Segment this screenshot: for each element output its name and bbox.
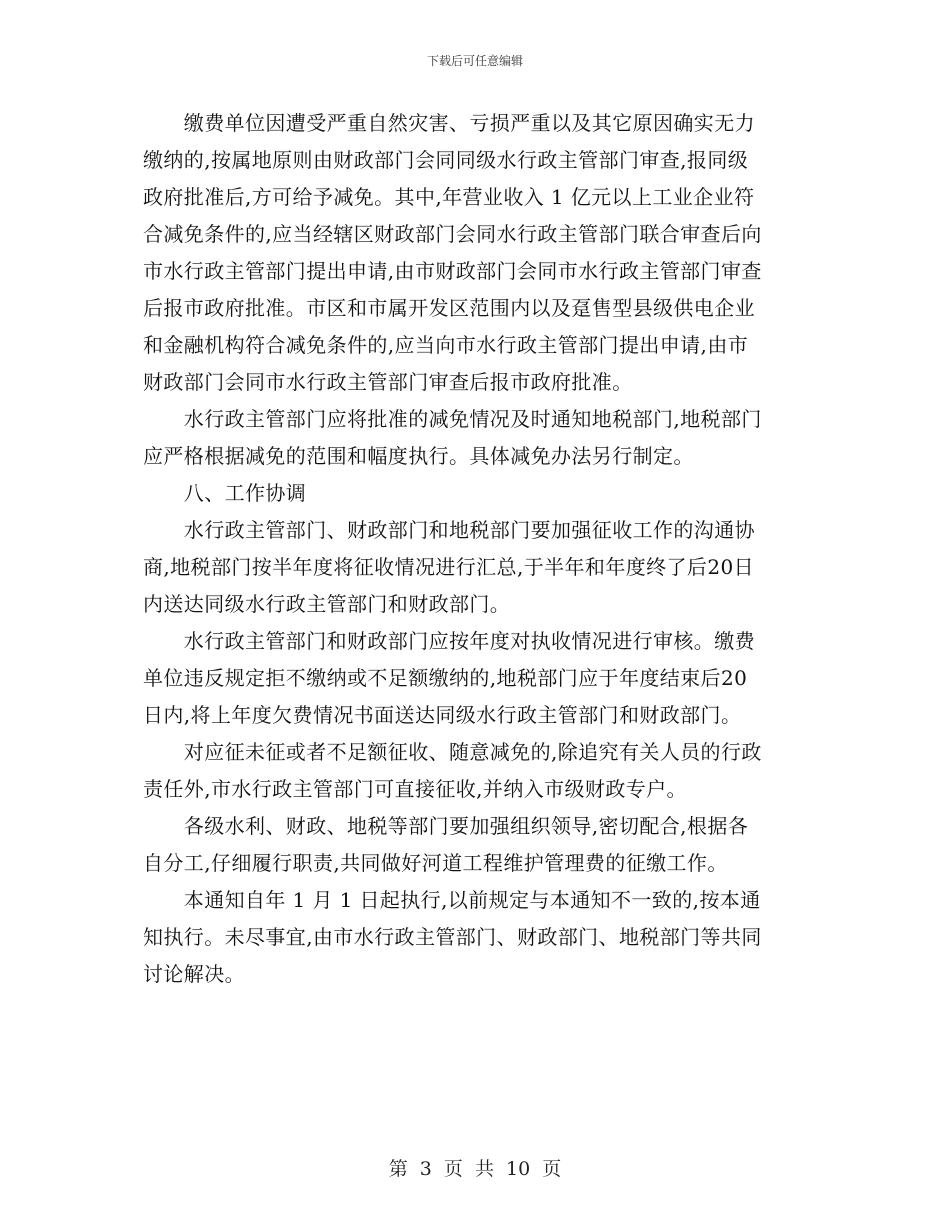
text-line: 水行政主管部门和财政部门应按年度对执收情况进行审核。缴费: [143, 629, 755, 653]
text-line: 各级水利、财政、地税等部门要加强组织领导,密切配合,根据各: [143, 814, 749, 838]
text-line: 自分工,仔细履行职责,共同做好河道工程维护管理费的征缴工作。: [143, 851, 728, 875]
text-line: 讨论解决。: [143, 962, 245, 986]
text-line: 和金融机构符合减免条件的,应当向市水行政主管部门提出申请,由市: [143, 333, 749, 357]
text-line: 后报市政府批准。市区和市属开发区范围内以及趸售型县级供电企业: [143, 296, 755, 320]
text-line: 合减免条件的,应当经辖区财政部门会同水行政主管部门联合审查后向: [143, 222, 762, 246]
text-line: 市水行政主管部门提出申请,由市财政部门会同市水行政主管部门审查: [143, 259, 762, 283]
text-line: 知执行。未尽事宜,由市水行政主管部门、财政部门、地税部门等共同: [143, 925, 762, 949]
text-line: 内送达同级水行政主管部门和财政部门。: [143, 592, 511, 616]
text-line: 财政部门会同市水行政主管部门审查后报市政府批准。: [143, 370, 633, 394]
section-heading: 八、工作协调: [143, 481, 307, 505]
text-line: 应严格根据减免的范围和幅度执行。具体减免办法另行制定。: [143, 444, 694, 468]
document-body: [143, 105, 811, 993]
text-line: 水行政主管部门应将批准的减免情况及时通知地税部门,地税部门: [143, 407, 762, 431]
text-line: 商,地税部门按半年度将征收情况进行汇总,于半年和年度终了后20日: [143, 555, 754, 579]
text-line: 本通知自年 1 月 1 日起执行,以前规定与本通知不一致的,按本通: [143, 888, 761, 912]
text-line: 责任外,市水行政主管部门可直接征收,并纳入市级财政专户。: [143, 777, 687, 801]
text-line: 水行政主管部门、财政部门和地税部门要加强征收工作的沟通协: [143, 518, 755, 542]
text-line: 政府批准后,方可给予减免。其中,年营业收入 1 亿元以上工业企业符: [143, 185, 755, 209]
page-header-note: 下载后可任意编辑: [426, 54, 523, 68]
text-line: 单位违反规定拒不缴纳或不足额缴纳的,地税部门应于年度结束后20: [143, 666, 748, 690]
text-line: 对应征未征或者不足额征收、随意减免的,除追究有关人员的行政: [143, 740, 762, 764]
text-line: 日内,将上年度欠费情况书面送达同级水行政主管部门和财政部门。: [143, 703, 742, 727]
text-line: 缴费单位因遭受严重自然灾害、亏损严重以及其它原因确实无力: [143, 111, 755, 135]
text-line: 缴纳的,按属地原则由财政部门会同同级水行政主管部门审查,报同级: [143, 148, 749, 172]
page-number-footer: 第 3 页 共 10 页: [388, 1158, 562, 1180]
